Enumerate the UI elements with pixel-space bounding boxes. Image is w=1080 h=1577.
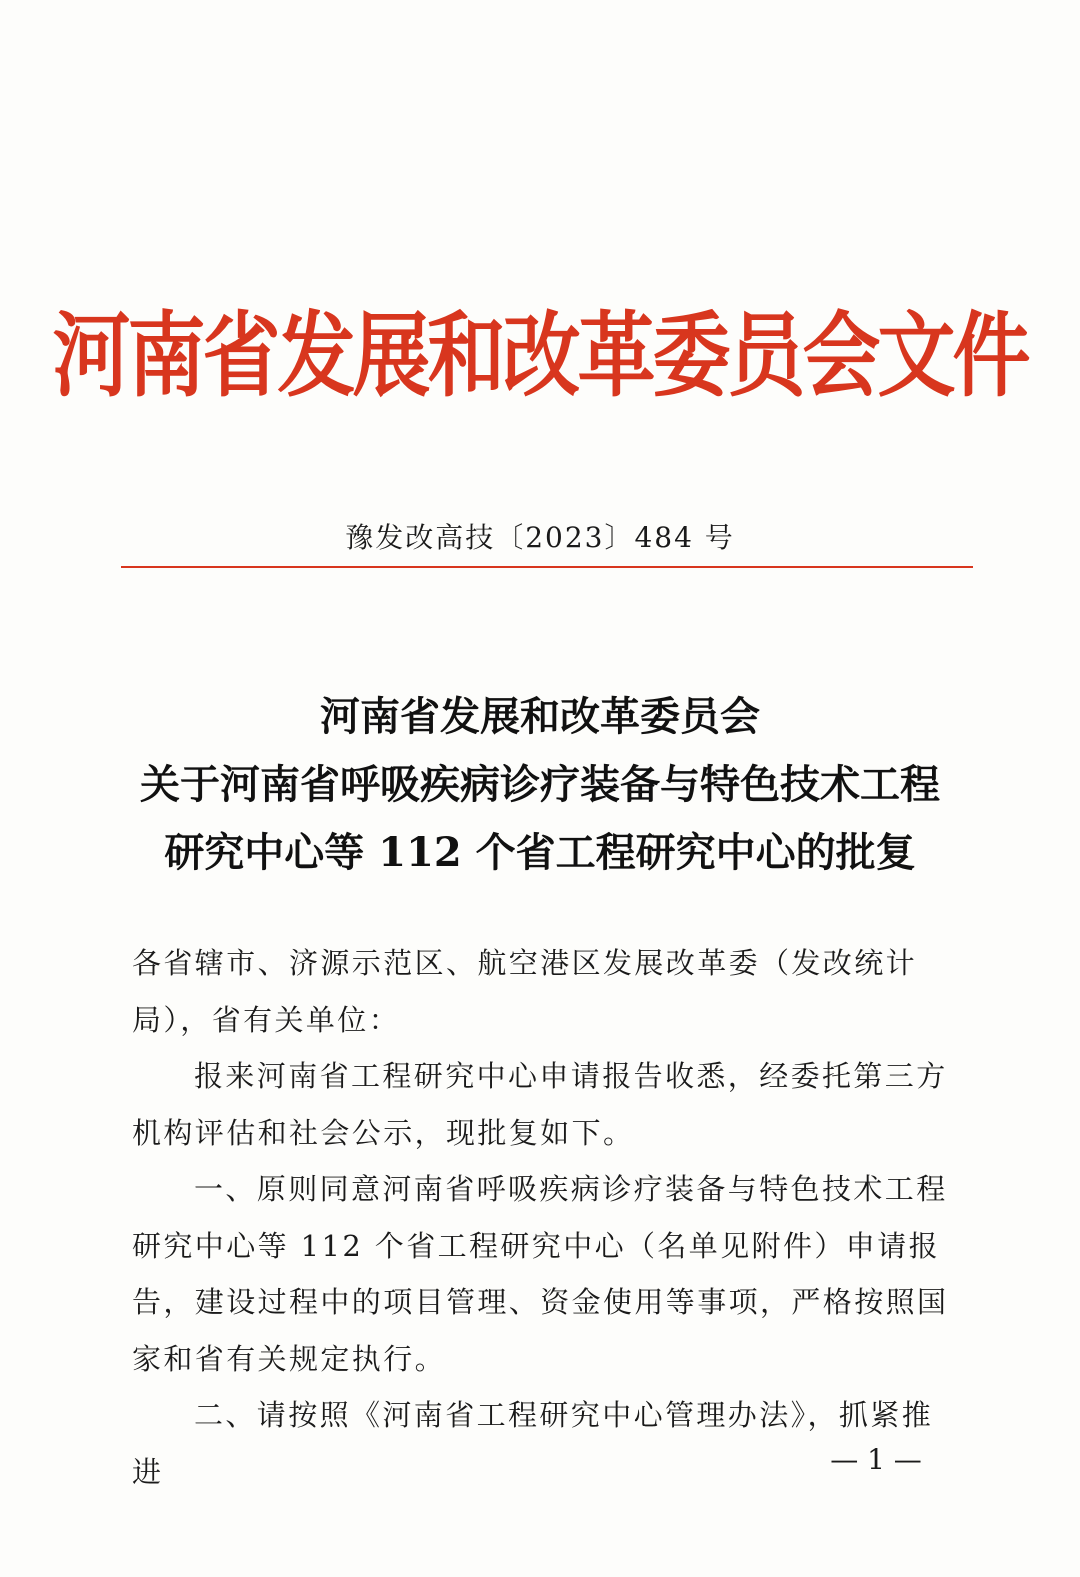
title-line: 关于河南省呼吸疾病诊疗装备与特色技术工程 — [140, 761, 940, 808]
red-divider-line — [121, 566, 973, 568]
title-line: 河南省发展和改革委员会 — [320, 693, 760, 740]
body-paragraph: 二、请按照《河南省工程研究中心管理办法》，抓紧推进 — [132, 1398, 934, 1489]
document-title — [0, 683, 1080, 887]
body-paragraph: 报来河南省工程研究中心申请报告收悉，经委托第三方机构评估和社会公示，现批复如下。 — [132, 1059, 948, 1150]
document-body — [132, 935, 960, 1500]
page-number: — 1 — — [830, 1443, 922, 1476]
title-line: 研究中心等 112 个省工程研究中心的批复 — [164, 829, 916, 876]
recipients-paragraph: 各省辖市、济源示范区、航空港区发展改革委（发改统计局），省有关单位： — [132, 946, 918, 1037]
document-header-title: 河南省发展和改革委员会文件 — [52, 302, 1028, 410]
body-paragraph: 一、原则同意河南省呼吸疾病诊疗装备与特色技术工程研究中心等 112 个省工程研究中心（名单见附件）申请报告，建设过程中的项目管理、资金使用等事项，严格按照国家和省有关规定执行。 — [132, 1172, 949, 1376]
document-number: 豫发改高技〔2023〕484 号 — [345, 521, 735, 554]
